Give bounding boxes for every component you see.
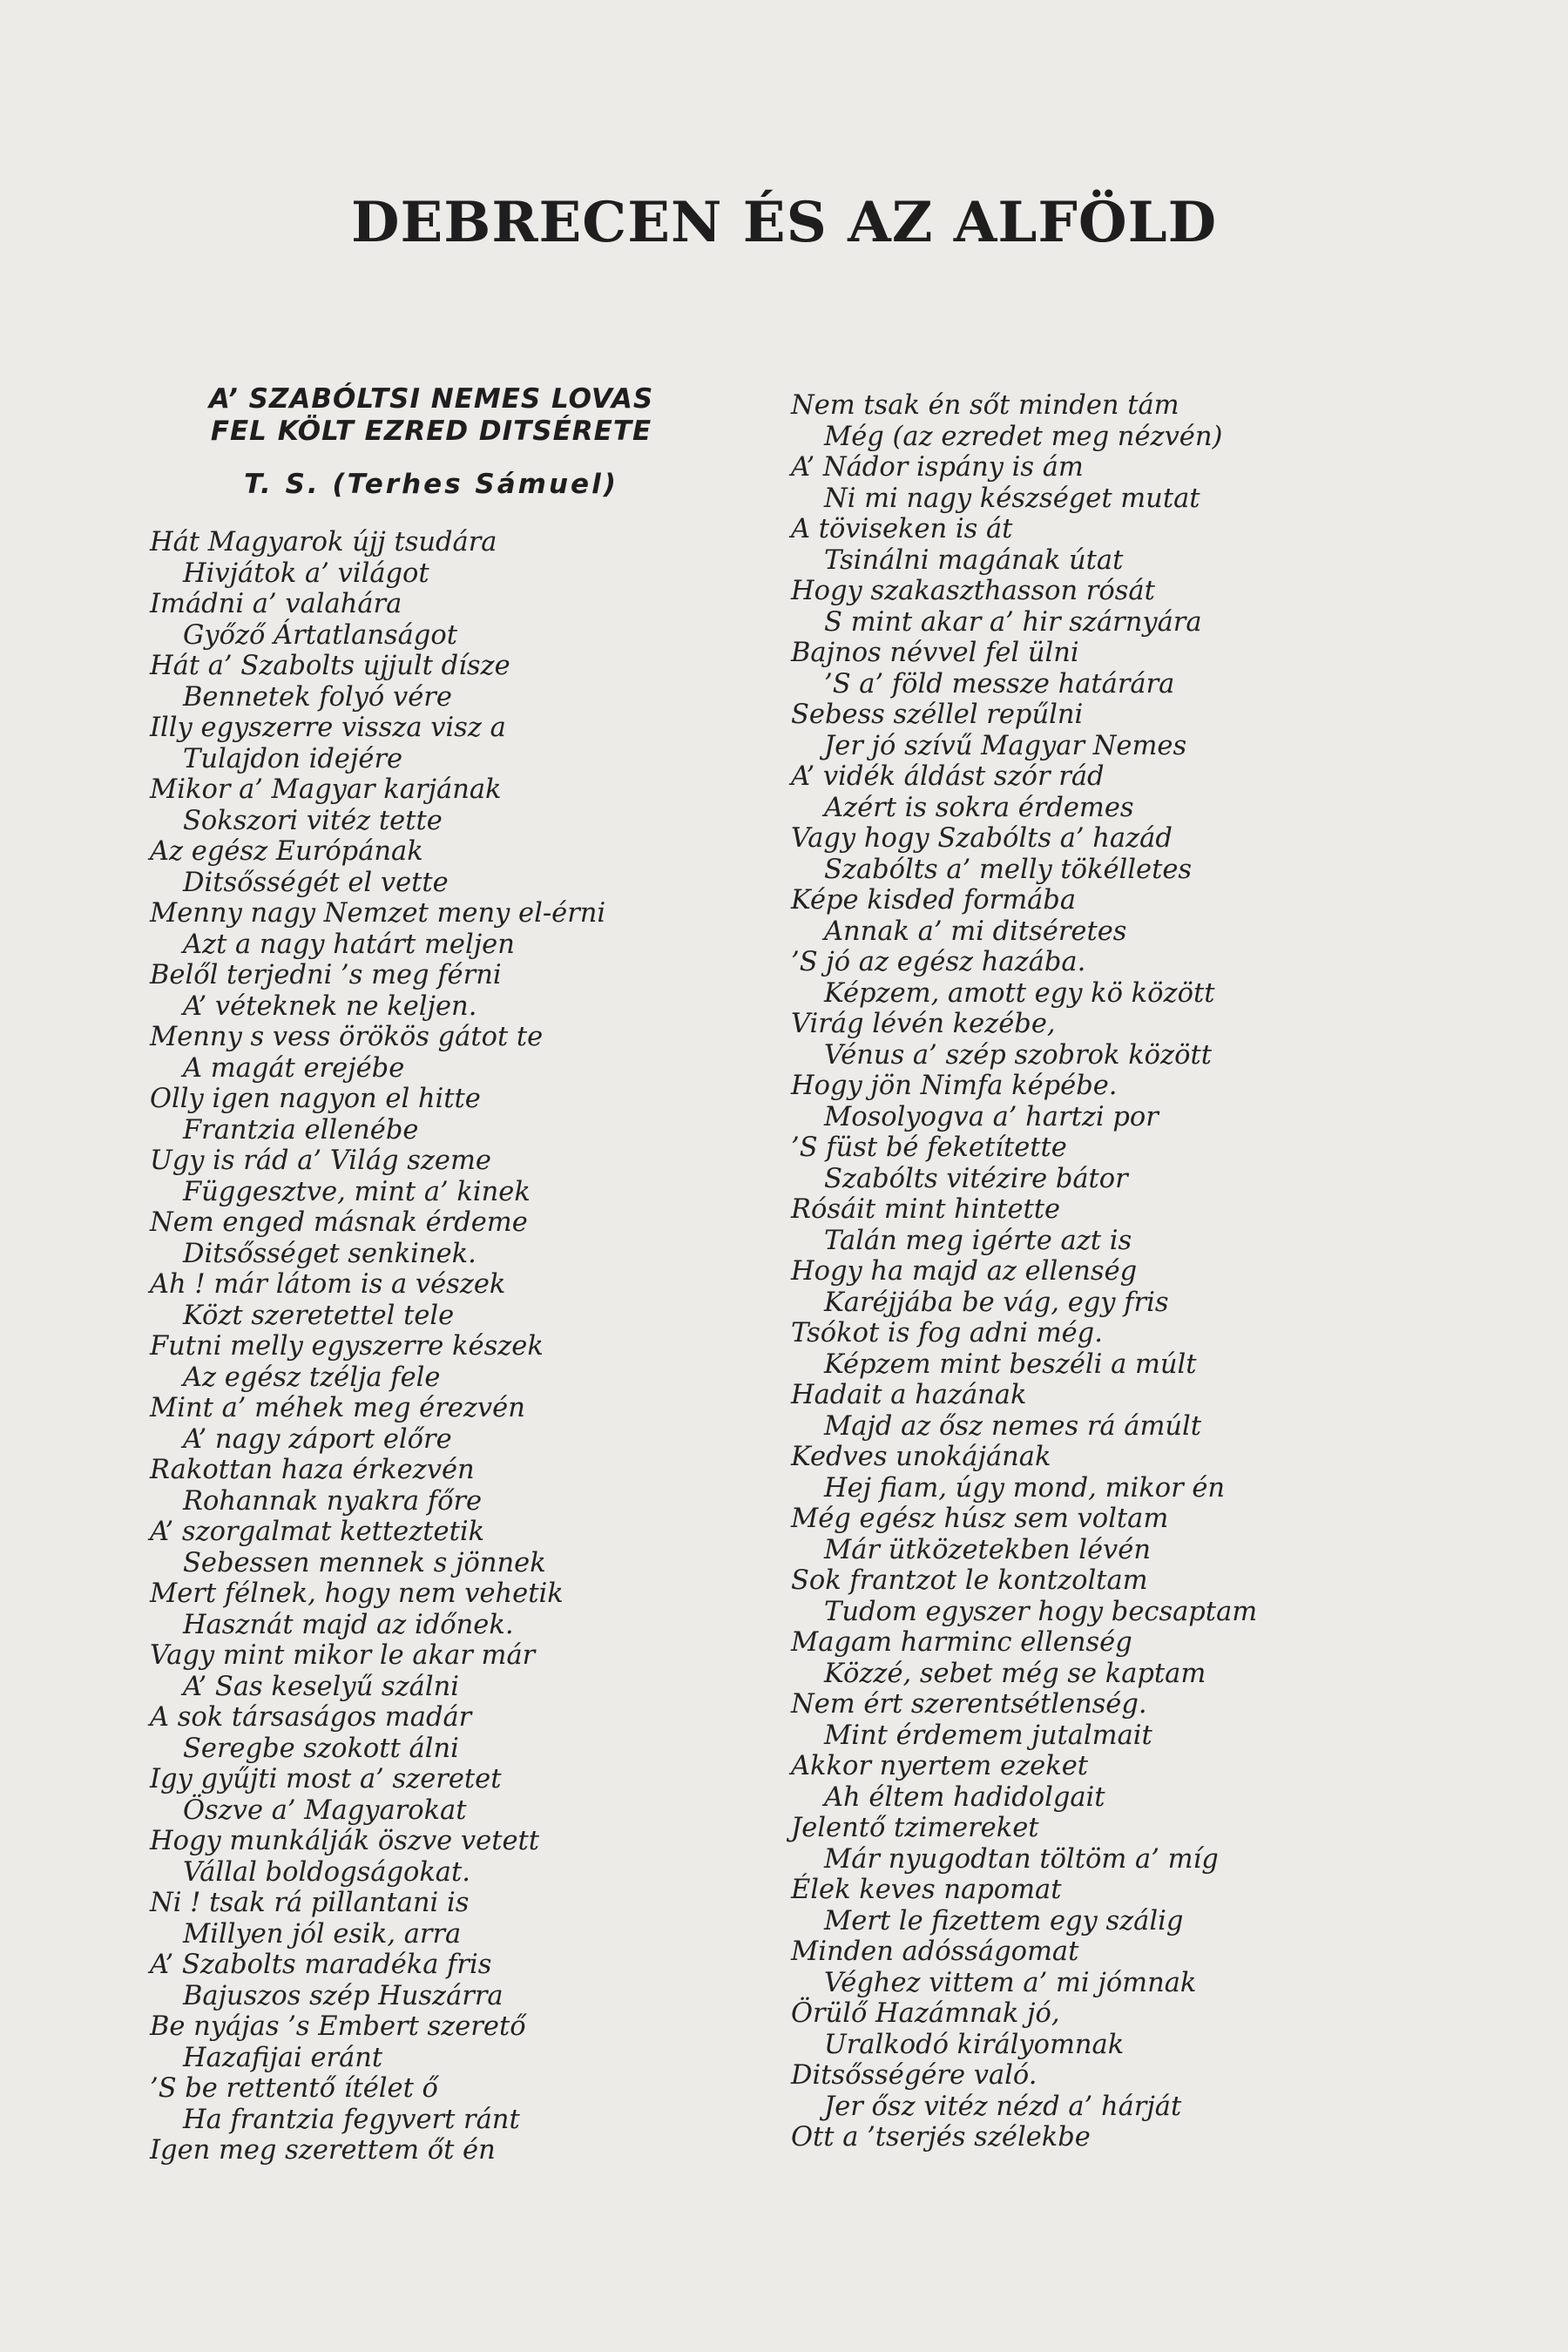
verse-line: Azt a nagy határt meljen xyxy=(183,929,515,960)
verse-line: A magát erejébe xyxy=(183,1052,405,1084)
verse-line: ’S be rettentő ítélet ő xyxy=(150,2073,438,2104)
verse-line: Futni melly egyszerre készek xyxy=(150,1331,544,1362)
verse-line: Ha frantzia fegyvert ránt xyxy=(183,2104,520,2135)
verse-line: Nem tsak én sőt minden tám xyxy=(791,390,1179,421)
verse-line: Hivjátok a’ világot xyxy=(183,558,429,589)
verse-line: Győző Ártatlanságot xyxy=(183,619,457,651)
verse-line: ’S füst bé feketítette xyxy=(791,1132,1067,1163)
verse-line: Magam harminc ellenség xyxy=(791,1627,1132,1658)
verse-line: Szabólts vitézire bátor xyxy=(824,1163,1128,1194)
verse-line: A’ Nádor ispány is ám xyxy=(791,452,1084,483)
verse-line: Annak a’ mi ditséretes xyxy=(824,916,1127,947)
verse-line: Millyen jól esik, arra xyxy=(183,1918,462,1950)
verse-line: Élek keves napomat xyxy=(791,1875,1062,1905)
verse-line: Rakottan haza érkezvén xyxy=(150,1455,475,1485)
verse-line: A’ véteknek ne keljen. xyxy=(183,990,477,1022)
verse-line: Hogy ha majd az ellenség xyxy=(791,1256,1138,1287)
verse-line: Hát Magyarok újj tsudára xyxy=(150,527,497,558)
verse-line: Mikor a’ Magyar karjának xyxy=(150,774,502,805)
verse-line: Képzem mint beszéli a múlt xyxy=(824,1348,1197,1380)
verse-line: Mint érdemem jutalmait xyxy=(824,1720,1152,1751)
verse-line: Azért is sokra érdemes xyxy=(824,792,1134,823)
verse-line: Az egész tzélja fele xyxy=(183,1362,441,1393)
verse-line: Belől terjedni ’s meg férni xyxy=(150,960,502,990)
verse-line: Tudom egyszer hogy becsaptam xyxy=(824,1596,1258,1627)
verse-line: Képzem, amott egy kö között xyxy=(824,977,1215,1009)
verse-line: Jer jó szívű Magyar Nemes xyxy=(824,730,1187,761)
verse-line: Nem ért szerentsétlenség. xyxy=(791,1689,1147,1720)
verse-line: Hogy szakaszthasson rósát xyxy=(791,576,1155,606)
verse-line: Hazafijai eránt xyxy=(183,2042,383,2073)
verse-line: A’ nagy záport előre xyxy=(183,1423,452,1455)
verse-line: Menny s vess örökös gátot te xyxy=(150,1022,544,1052)
verse-line: Igy gyűjti most a’ szeretet xyxy=(150,1764,502,1794)
verse-line: ’S jó az egész hazába. xyxy=(791,947,1086,977)
verse-line: Már ütközetekben lévén xyxy=(824,1534,1151,1565)
poem-author: T. S. (Terhes Sámuel) xyxy=(244,469,618,500)
verse-line: Vénus a’ szép szobrok között xyxy=(824,1039,1212,1071)
verse-line: Vagy mint mikor le akar már xyxy=(150,1640,536,1671)
verse-line: Virág lévén kezébe, xyxy=(791,1009,1056,1039)
verse-line: Örülő Hazámnak jó, xyxy=(791,1998,1060,2029)
verse-line: A’ Sas keselyű szálni xyxy=(183,1671,459,1702)
verse-line: Menny nagy Nemzet meny el-érni xyxy=(150,898,606,929)
verse-line: Bajnos névvel fel ülni xyxy=(791,638,1079,668)
verse-line: Vállal boldogságokat. xyxy=(183,1856,470,1888)
verse-line: Véghez vittem a’ mi jómnak xyxy=(824,1967,1197,1998)
verse-line: Mert félnek, hogy nem vehetik xyxy=(150,1578,564,1609)
verse-line: Talán meg igérte azt is xyxy=(824,1225,1132,1256)
poem-right-column xyxy=(791,390,1257,2153)
verse-line: Karéjjába be vág, egy fris xyxy=(824,1287,1169,1318)
verse-line: Sebessen mennek s jönnek xyxy=(183,1547,546,1578)
verse-line: A’ szorgalmat ketteztetik xyxy=(150,1517,485,1547)
verse-line: Hasznát majd az időnek. xyxy=(183,1609,514,1640)
verse-line: Bennetek folyó vére xyxy=(183,681,452,713)
poem-heading xyxy=(148,383,714,448)
verse-line: Tulajdon idejére xyxy=(183,743,403,774)
verse-line: Nem enged másnak érdeme xyxy=(150,1207,528,1238)
verse-line: Függesztve, mint a’ kinek xyxy=(183,1176,531,1207)
verse-line: Közzé, sebet még se kaptam xyxy=(824,1658,1206,1689)
verse-line: Még egész húsz sem voltam xyxy=(791,1504,1169,1534)
verse-line: Kedves unokájának xyxy=(791,1442,1051,1472)
page-title: DEBRECEN ÉS AZ ALFÖLD xyxy=(350,190,1218,255)
verse-line: Bajuszos szép Huszárra xyxy=(183,1980,504,2011)
verse-line: Rohannak nyakra főre xyxy=(183,1485,483,1517)
verse-line: Sok frantzot le kontzoltam xyxy=(791,1565,1148,1596)
verse-line: Mint a’ méhek meg érezvén xyxy=(150,1393,525,1423)
verse-line: Ah ! már látom is a vészek xyxy=(150,1269,506,1300)
verse-line: Majd az ősz nemes rá ámúlt xyxy=(824,1410,1202,1442)
verse-line: Ah éltem hadidolgait xyxy=(824,1781,1105,1813)
verse-line: Be nyájas ’s Embert szerető xyxy=(150,2011,526,2042)
verse-line: Képe kisded formába xyxy=(791,885,1077,916)
verse-line: Igen meg szerettem őt én xyxy=(150,2135,496,2166)
verse-line: Imádni a’ valahára xyxy=(150,589,402,619)
verse-line: Vagy hogy Szabólts a’ hazád xyxy=(791,823,1173,854)
verse-line: Uralkodó királyomnak xyxy=(824,2029,1125,2060)
verse-line: Jer ősz vitéz nézd a’ hárját xyxy=(824,2091,1182,2122)
verse-line: Hát a’ Szabolts ujjult dísze xyxy=(150,651,510,681)
verse-line: Sebess széllel repűlni xyxy=(791,700,1084,730)
verse-line: Ugy is rád a’ Világ szeme xyxy=(150,1146,491,1176)
verse-line: Öszve a’ Magyarokat xyxy=(183,1794,467,1826)
verse-line: Tsinálni magának útat xyxy=(824,544,1124,576)
verse-line: Közt szeretettel tele xyxy=(183,1300,455,1331)
verse-line: S mint akar a’ hir szárnyára xyxy=(824,606,1202,638)
verse-line: Jelentő tzimereket xyxy=(791,1813,1039,1843)
verse-line: Rósáit mint hintette xyxy=(791,1194,1061,1225)
verse-line: Ni mi nagy készséget mutat xyxy=(824,483,1200,514)
verse-line: A sok társaságos madár xyxy=(150,1702,472,1733)
verse-line: A’ Szabolts maradéka fris xyxy=(150,1950,492,1980)
verse-line: Mosolyogva a’ hartzi por xyxy=(824,1101,1159,1132)
verse-line: A’ vidék áldást szór rád xyxy=(791,761,1105,792)
verse-line: Szabólts a’ melly tökélletes xyxy=(824,854,1193,885)
verse-line: Frantzia ellenébe xyxy=(183,1114,419,1146)
verse-line: Tsókot is fog adni még. xyxy=(791,1318,1103,1348)
verse-line: Már nyugodtan töltöm a’ míg xyxy=(824,1843,1219,1875)
verse-line: Illy egyszerre vissza visz a xyxy=(150,713,506,743)
verse-line: Olly igen nagyon el hitte xyxy=(150,1084,481,1114)
verse-line: Még (az ezredet meg nézvén) xyxy=(824,421,1223,452)
verse-line: Hej fiam, úgy mond, mikor én xyxy=(824,1472,1226,1504)
verse-line: A töviseken is át xyxy=(791,514,1013,544)
verse-line: Ditsősséget senkinek. xyxy=(183,1238,476,1269)
verse-line: Hogy munkálják öszve vetett xyxy=(150,1826,540,1856)
verse-line: Ni ! tsak rá pillantani is xyxy=(150,1888,470,1918)
verse-line: Ditsősségére való. xyxy=(791,2060,1037,2091)
verse-line: Sokszori vitéz tette xyxy=(183,805,443,836)
verse-line: Hadait a hazának xyxy=(791,1380,1027,1410)
verse-line: Minden adósságomat xyxy=(791,1936,1079,1967)
verse-line: Seregbe szokott álni xyxy=(183,1733,459,1764)
verse-line: Az egész Európának xyxy=(150,836,423,867)
verse-line: ’S a’ föld messze határára xyxy=(824,668,1175,700)
poem-left-column xyxy=(150,527,605,2166)
verse-line: Mert le fizettem egy szálig xyxy=(824,1905,1184,1936)
verse-line: Ditsősségét el vette xyxy=(183,867,449,898)
poem-heading-line: A’ SZABÓLTSI NEMES LOVAS xyxy=(208,383,654,415)
verse-line: Hogy jön Nimfa képébe. xyxy=(791,1071,1118,1101)
poem-heading-line: FEL KÖLT EZRED DITSÉRETE xyxy=(210,416,652,447)
verse-line: Akkor nyertem ezeket xyxy=(791,1751,1089,1781)
verse-line: Ott a ’tserjés szélekbe xyxy=(791,2122,1091,2153)
